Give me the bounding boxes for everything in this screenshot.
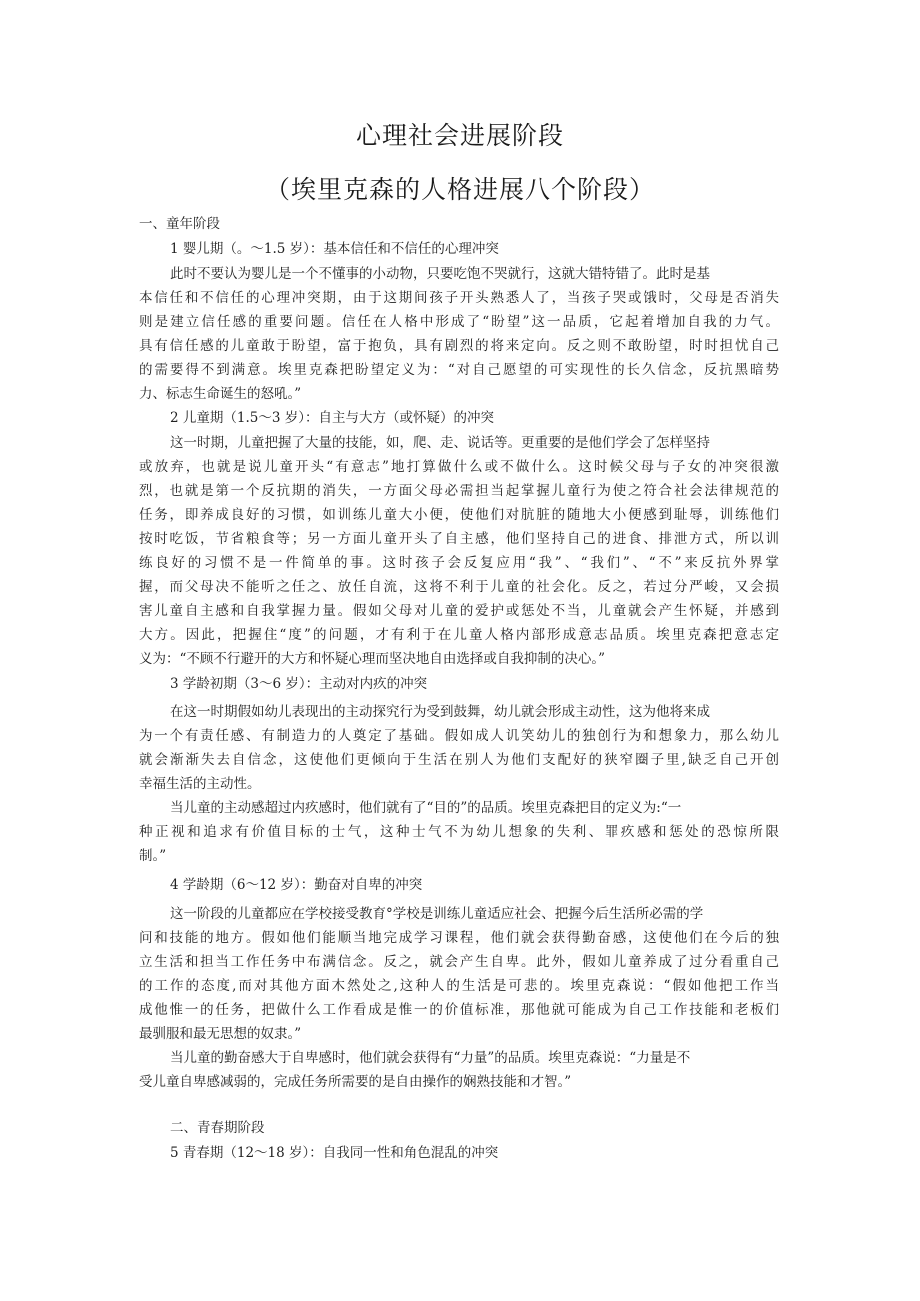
paragraph-line: 受儿童自卑感减弱的，完成任务所需要的是自由操作的娴熟技能和才智。” [139, 1074, 572, 1090]
paragraph-line: 大方。因此，把握住“度”的问题，才有利于在儿童人格内部形成意志品质。埃里克森把意志定 [139, 627, 779, 643]
paragraph-line: 最驯服和最无思想的奴隶。” [139, 1026, 302, 1042]
section-heading: 一、童年阶段 [139, 216, 220, 232]
document-subtitle: （埃里克森的人格进展八个阶段） [264, 175, 655, 204]
stage-heading: 3 学龄初期（3～6 岁）：主动对内疚的冲突 [170, 676, 428, 692]
paragraph-line: 种正视和追求有价值目标的士气，这种士气不为幼儿想象的失利、罪疚感和惩处的恐惊所限 [139, 824, 779, 840]
paragraph-line: 烈，也就是第一个反抗期的消失，一方面父母必需担当起掌握儿童行为使之符合社会法律规范的 [139, 483, 779, 499]
stage-heading: 2 儿童期（1.5～3 岁）：自主与大方（或怀疑）的冲突 [170, 410, 494, 426]
paragraph-line: 练良好的习惯不是一件简单的事。这时孩子会反复应用“我”、“我们”、“不”来反抗外界掌 [139, 555, 779, 571]
document-title: 心理社会进展阶段 [355, 121, 564, 150]
paragraph-line: 为一个有责任感、有制造力的人奠定了基础。假如成人讥笑幼儿的独创行为和想象力，那么幼儿 [139, 728, 779, 744]
paragraph-line: 力、标志生命诞生的怒吼。” [139, 386, 302, 402]
paragraph-line: 成他惟一的任务，把做什么工作看成是惟一的价值标准，那他就可能成为自己工作技能和老板们 [139, 1002, 779, 1018]
paragraph-line: 则是建立信任感的重要问题。信任在人格中形成了“盼望”这一品质，它起着增加自我的力气。 [139, 314, 779, 330]
paragraph-line: 具有信任感的儿童敢于盼望，富于抱负，具有剧烈的将来定向。反之则不敢盼望，时时担忧自己 [139, 338, 779, 354]
paragraph-line: 当儿童的主动感超过内疚感时，他们就有了“目的”的品质。埃里克森把目的定义为:“一 [170, 800, 682, 816]
paragraph-line: 当儿童的勤奋感大于自卑感时，他们就会获得有“力量”的品质。埃里克森说：“力量是不 [170, 1050, 691, 1066]
paragraph-line: 就会渐渐失去自信念，这使他们更倾向于生活在别人为他们支配好的狭窄圈子里,缺乏自己开创 [139, 752, 779, 768]
paragraph-line: 义为：“不顾不行避开的大方和怀疑心理而坚决地自由选择或自我抑制的决心。” [139, 651, 606, 667]
paragraph-line: 握，而父母决不能听之任之、放任自流，这将不利于儿童的社会化。反之，若过分严峻，又会损 [139, 579, 779, 595]
paragraph-line: 害儿童自主感和自我掌握力量。假如父母对儿童的爱护或惩处不当，儿童就会产生怀疑，并感到 [139, 603, 779, 619]
paragraph-line: 此时不要认为婴儿是一个不懂事的小动物，只要吃饱不哭就行，这就大错特错了。此时是基 [170, 266, 710, 282]
paragraph-line: 幸福生活的主动性。 [139, 776, 261, 792]
paragraph-line: 的工作的态度,而对其他方面木然处之,这种人的生活是可悲的。埃里克森说：“假如他把工作当 [139, 978, 779, 994]
paragraph-line: 或放弃，也就是说儿童开头“有意志”地打算做什么或不做什么。这时候父母与子女的冲突很激 [139, 459, 779, 475]
paragraph-line: 制。” [139, 848, 167, 864]
stage-heading: 5 青春期（12～18 岁）：自我同一性和角色混乱的冲突 [170, 1145, 499, 1161]
paragraph-line: 这一时期，儿童把握了大量的技能，如，爬、走、说话等。更重要的是他们学会了怎样坚持 [170, 435, 710, 451]
paragraph-line: 问和技能的地方。假如他们能顺当地完成学习课程，他们就会获得勤奋感，这使他们在今后的独 [139, 930, 779, 946]
paragraph-line: 这一阶段的儿童都应在学校接受教育°学校是训练儿童适应社会、把握今后生活所必需的学 [170, 906, 704, 922]
paragraph-line: 的需要得不到满意。埃里克森把盼望定义为：“对自己愿望的可实现性的长久信念，反抗黑暗势 [139, 362, 779, 378]
paragraph-line: 按时吃饭，节省粮食等；另一方面儿童开头了自主感，他们坚持自己的进食、排泄方式，所以训 [139, 531, 779, 547]
paragraph-line: 在这一时期假如幼儿表现出的主动探究行为受到鼓舞，幼儿就会形成主动性，这为他将来成 [170, 704, 710, 720]
paragraph-line: 本信任和不信任的心理冲突期，由于这期间孩子开头熟悉人了，当孩子哭或饿时，父母是否消失 [139, 290, 779, 306]
section-heading: 二、青春期阶段 [170, 1120, 265, 1136]
stage-heading: 1 婴儿期（。～1.5 岁）：基本信任和不信任的心理冲突 [170, 241, 499, 257]
stage-heading: 4 学龄期（6～12 岁）：勤奋对自卑的冲突 [170, 877, 423, 893]
paragraph-line: 任务，即养成良好的习惯，如训练儿童大小便，使他们对肮脏的随地大小便感到耻辱，训练他们 [139, 507, 779, 523]
paragraph-line: 立生活和担当工作任务中布满信念。反之，就会产生自卑。此外，假如儿童养成了过分看重自己 [139, 954, 779, 970]
